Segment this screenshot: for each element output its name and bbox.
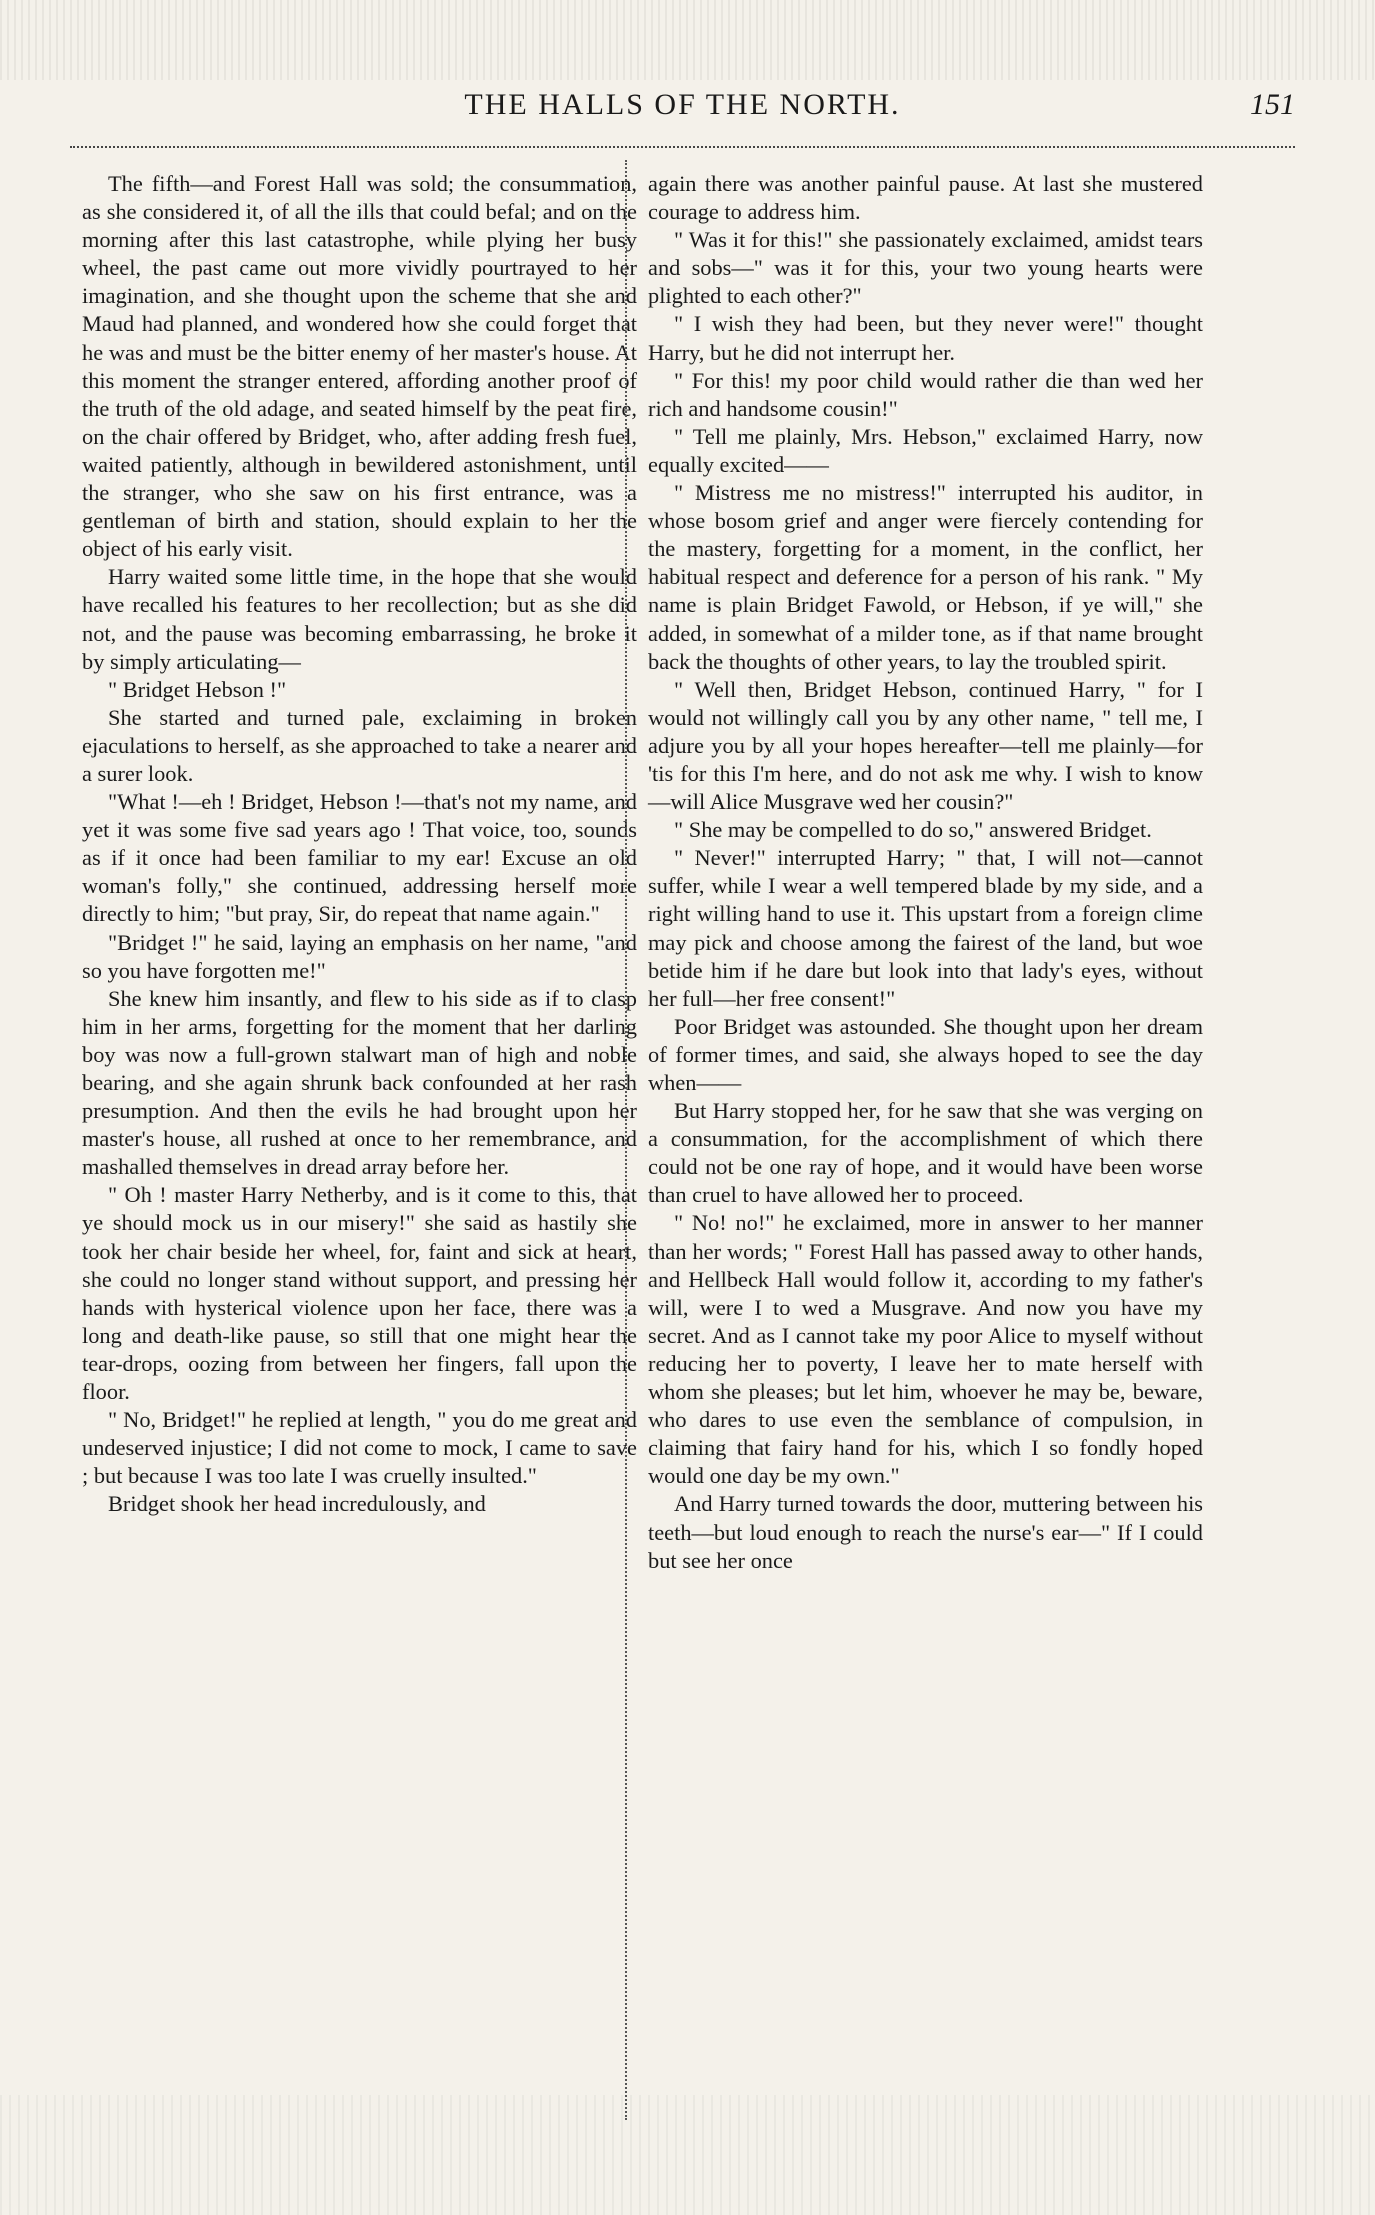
paragraph: " No, Bridget!" he replied at length, " you do me great and undeserved injustice; I did not come to mock, I came to save ; but because I was too late I was cruelly insulted." [82, 1407, 637, 1489]
running-title: THE HALLS OF THE NORTH. [464, 88, 901, 121]
right-column [648, 170, 1203, 1575]
paragraph: "Bridget !" he said, laying an emphasis on her name, "and so you have forgotten me!" [82, 929, 637, 983]
paragraph: Harry waited some little time, in the hope that she would have recalled his features to her recollection; but as she did not, and the pause was becoming embarrassing, he broke it by simply articulating— [82, 564, 637, 674]
left-column [82, 170, 637, 1519]
paragraph: " Mistress me no mistress!" interrupted his auditor, in whose bosom grief and anger were fiercely contending for the mastery, forgetting for a moment, in the conflict, her habitual respect and deference for a person of his rank. " My name is plain Bridget Fawold, or Hebson, if ye will," she added, in somewhat of a milder tone, as if that name brought back the thoughts of other years, to lay the troubled spirit. [648, 480, 1203, 674]
paragraph: " Well then, Bridget Hebson, continued Harry, " for I would not willingly call you by any other name, " tell me, I adjure you by all your hopes hereafter—tell me plainly—for 'tis for this I'm here, and do not ask me why. I wish to know—will Alice Musgrave wed her cousin?" [648, 676, 1203, 815]
paragraph: " No! no!" he exclaimed, more in answer to her manner than her words; " Forest Hall has passed away to other hands, and Hellbeck Hall would follow it, according to my father's will, were I to wed a Musgrave. And now you have my secret. And as I cannot take my poor Alice to myself without reducing her to poverty, I leave her to mate herself with whom she pleases; but let him, whoever he may be, beware, who dares to use even the semblance of compulsion, in claiming that fairy hand for his, which I so fondly hoped would one day be my own." [648, 1210, 1203, 1489]
paragraph: " She may be compelled to do so," answered Bridget. [674, 817, 1152, 843]
paragraph: "What !—eh ! Bridget, Hebson !—that's not my name, and yet it was some five sad years ago ! That voice, too, sounds as if it once had been familiar to my ear! Excuse an old woman's folly," she continued, addressing herself more directly to him; "but pray, Sir, do repeat that name again." [82, 789, 637, 927]
paragraph: The fifth—and Forest Hall was sold; the consummation, as she considered it, of all the ills that could befal; and on the morning after this last catastrophe, while plying her busy wheel, the past came out more vividly pourtrayed to her imagination, and she thought upon the scheme that she and Maud had planned, and wondered how she could forget that he was and must be the bitter enemy of her master's house. At this moment the stranger entered, affording another proof of the truth of the old adage, and seated himself by the peat fire, on the chair offered by Bridget, who, after adding fresh fuel, waited patiently, although in bewildered astonishment, until the stranger, who she saw on his first entrance, was a gentleman of birth and station, should explain to her the object of his early visit. [82, 171, 637, 562]
paragraph: Poor Bridget was astounded. She thought upon her dream of former times, and said, she always hoped to see the day when—— [648, 1013, 1203, 1095]
paragraph: And Harry turned towards the door, muttering between his teeth—but loud enough to reach the nurse's ear—" If I could but see her once [648, 1491, 1203, 1573]
paragraph: " Never!" interrupted Harry; " that, I will not—cannot suffer, while I wear a well tempered blade by my side, and a right willing hand to use it. This upstart from a foreign clime may pick and choose among the fairest of the land, but woe betide him if he dare but look into that lady's eyes, without her full—her free consent!" [648, 845, 1203, 1011]
paragraph: Bridget shook her head incredulously, and [108, 1491, 486, 1517]
paragraph: But Harry stopped her, for he saw that she was verging on a consummation, for the accomplishment of which there could not be one ray of hope, and it would have been worse than cruel to have allowed her to proceed. [648, 1098, 1203, 1208]
header-rule [70, 146, 1295, 148]
paragraph: She started and turned pale, exclaiming in broken ejaculations to herself, as she approached to take a nearer and a surer look. [82, 704, 637, 786]
paragraph: " For this! my poor child would rather die than wed her rich and handsome cousin!" [648, 367, 1203, 421]
paragraph: again there was another painful pause. At last she mustered courage to address him. [648, 171, 1203, 225]
page-number: 151 [1250, 88, 1295, 121]
paragraph: " I wish they had been, but they never were!" thought Harry, but he did not interrupt her. [648, 311, 1203, 365]
paragraph: " Was it for this!" she passionately exclaimed, amidst tears and sobs—" was it for this, your two young hearts were plighted to each other?" [648, 227, 1203, 309]
paragraph: She knew him insantly, and flew to his side as if to clasp him in her arms, forgetting for the moment that her darling boy was now a full-grown stalwart man of high and noble bearing, and she again shrunk back confounded at her rash presumption. And then the evils he had brought upon her master's house, all rushed at once to her remembrance, and mashalled themselves in dread array before her. [82, 985, 637, 1180]
page-top-noise [0, 0, 1375, 80]
paragraph: " Bridget Hebson !" [108, 676, 287, 702]
column-divider [625, 160, 627, 2120]
paragraph: " Oh ! master Harry Netherby, and is it come to this, that ye should mock us in our misery!" she said as hastily she took her chair beside her wheel, for, faint and sick at heart, she could no longer stand without support, and pressing her hands with hysterical violence upon her face, there was a long and death-like pause, so still that one might hear the tear-drops, oozing from between her fingers, fall upon the floor. [82, 1182, 637, 1405]
page-bottom-noise [0, 2095, 1375, 2215]
paragraph: " Tell me plainly, Mrs. Hebson," exclaimed Harry, now equally excited—— [648, 423, 1203, 477]
page-header [70, 88, 1295, 138]
